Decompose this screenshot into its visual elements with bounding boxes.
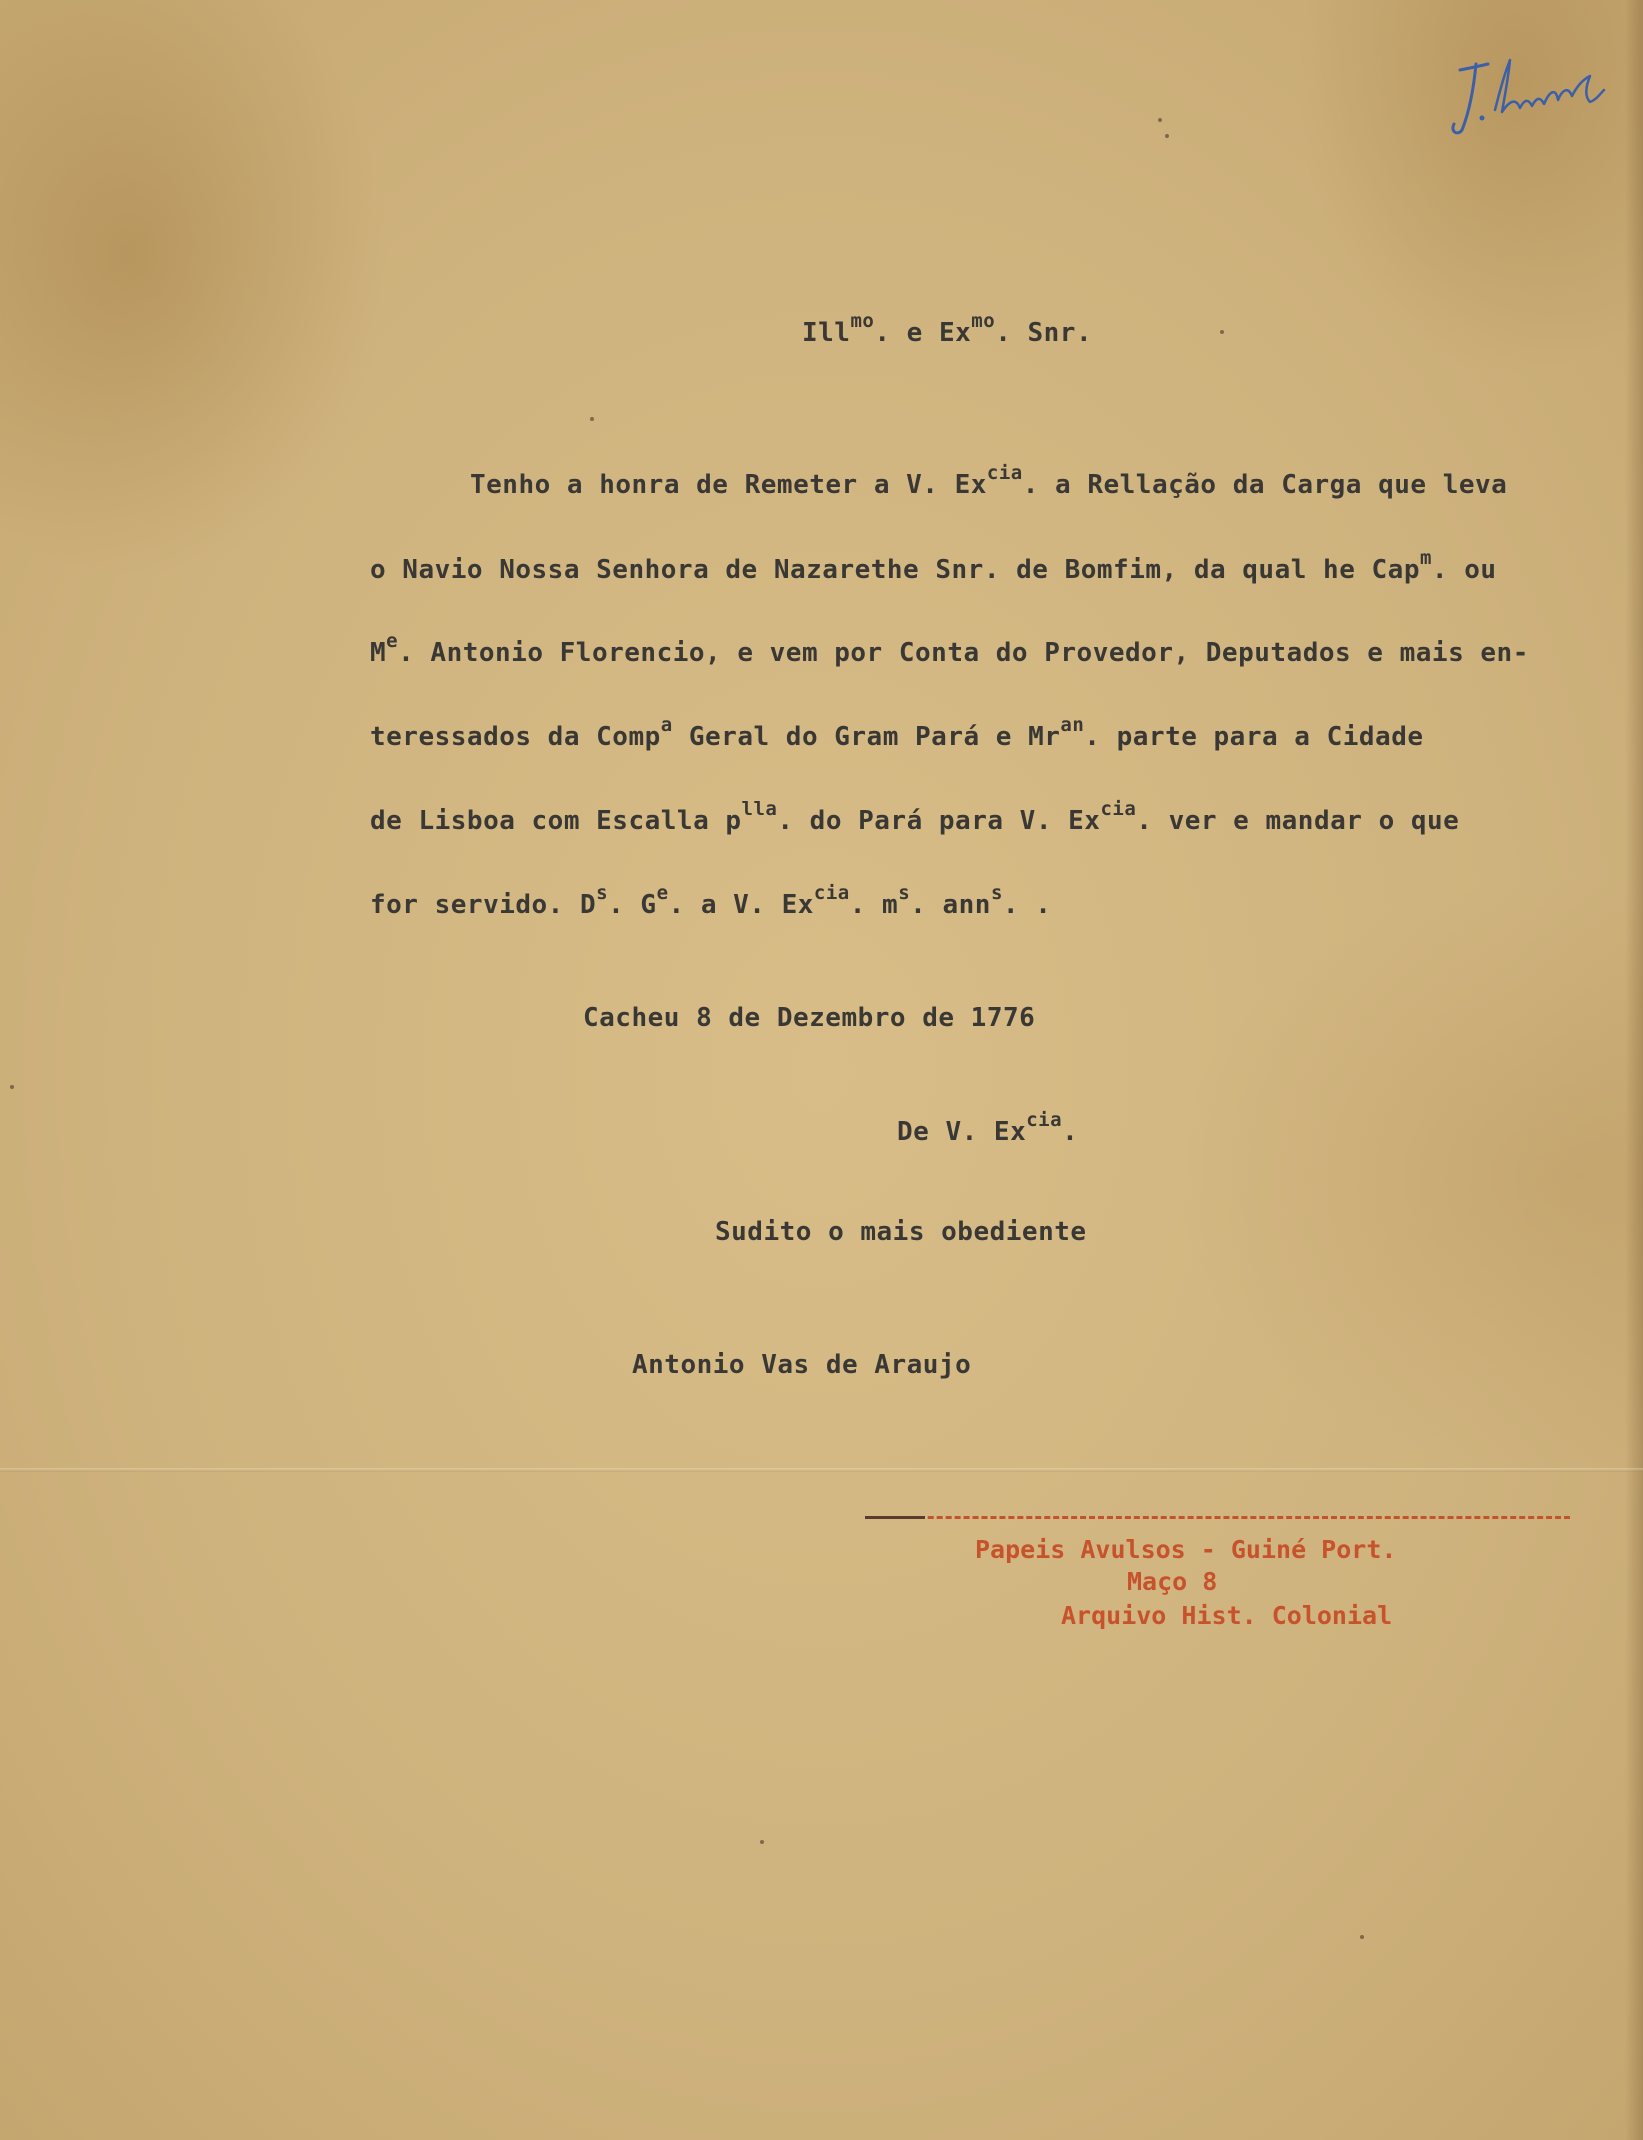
- superscript: cia: [1100, 798, 1137, 821]
- superscript: m: [1419, 547, 1432, 570]
- salutation-text: Ill: [802, 318, 851, 348]
- body-line-1: [470, 462, 1508, 500]
- body-text: . .: [1002, 890, 1052, 920]
- closing-text: .: [1062, 1117, 1079, 1147]
- archive-stamp-rule: [865, 1516, 1570, 1519]
- paper-speck: [1220, 330, 1224, 334]
- superscript: mo: [850, 310, 875, 333]
- body-text: . a Rellação da Carga que leva: [1022, 470, 1508, 500]
- body-line-5: [370, 798, 1460, 836]
- body-line-3: [370, 630, 1529, 668]
- body-text: . ann: [910, 890, 991, 920]
- signer-name: Antonio Vas de Araujo: [632, 1350, 972, 1380]
- paper-speck: [10, 1085, 14, 1089]
- body-line-6: [370, 882, 1052, 920]
- body-text: M: [370, 638, 387, 668]
- body-text: . do Pará para V. Ex: [777, 806, 1101, 836]
- superscript: s: [898, 882, 911, 905]
- archive-stamp-line-1: Papeis Avulsos - Guiné Port.: [975, 1535, 1397, 1564]
- salutation: [802, 310, 1093, 348]
- paper-speck: [1158, 118, 1162, 122]
- superscript: cia: [813, 882, 850, 905]
- closing-phrase: Sudito o mais obediente: [715, 1217, 1087, 1247]
- body-text: Geral do Gram Pará e Mr: [672, 722, 1061, 752]
- paper-speck: [1360, 1935, 1364, 1939]
- closing-text: De V. Ex: [897, 1117, 1027, 1147]
- body-line-4: [370, 714, 1424, 752]
- closing-address: [897, 1109, 1079, 1147]
- body-text: . G: [608, 890, 657, 920]
- superscript: e: [656, 882, 669, 905]
- salutation-text: Snr.: [1011, 318, 1093, 348]
- body-line-2: [370, 547, 1497, 585]
- body-text: Tenho a honra de Remeter a V. Ex: [470, 470, 987, 500]
- page-edge-shadow: [1625, 0, 1643, 2140]
- salutation-text: .: [874, 318, 891, 348]
- superscript: s: [596, 882, 609, 905]
- superscript: lla: [741, 798, 778, 821]
- body-text: . m: [849, 890, 899, 920]
- superscript: mo: [971, 310, 996, 333]
- salutation-text: .: [995, 318, 1012, 348]
- superscript: a: [660, 714, 673, 737]
- salutation-text: e Ex: [890, 318, 972, 348]
- archive-stamp-line-3: Arquivo Hist. Colonial: [1061, 1601, 1393, 1630]
- superscript: e: [386, 630, 399, 653]
- body-text: teressados da Comp: [370, 722, 661, 752]
- superscript: an: [1060, 714, 1085, 737]
- archive-stamp-line-2: Maço 8: [1127, 1567, 1218, 1596]
- superscript: cia: [986, 462, 1023, 485]
- body-text: . parte para a Cidade: [1084, 722, 1424, 752]
- body-text: de Lisboa com Escalla p: [370, 806, 742, 836]
- body-text: o Navio Nossa Senhora de Nazarethe Snr. de Bomfim, da qual he Cap: [370, 555, 1420, 585]
- paper-fold-line: [0, 1468, 1643, 1472]
- paper-speck: [760, 1840, 764, 1844]
- body-text: . ou: [1431, 555, 1497, 585]
- body-text: . ver e mandar o que: [1136, 806, 1460, 836]
- dateline: Cacheu 8 de Dezembro de 1776: [583, 1003, 1036, 1033]
- superscript: cia: [1026, 1109, 1063, 1132]
- paper-speck: [1165, 134, 1169, 138]
- superscript: s: [990, 882, 1003, 905]
- body-text: for servido. D: [370, 890, 597, 920]
- handwritten-annotation-icon: [1440, 50, 1620, 140]
- paper-speck: [590, 417, 594, 421]
- body-text: . a V. Ex: [668, 890, 814, 920]
- body-text: . Antonio Florencio, e vem por Conta do Provedor, Deputados e mais en-: [398, 638, 1529, 668]
